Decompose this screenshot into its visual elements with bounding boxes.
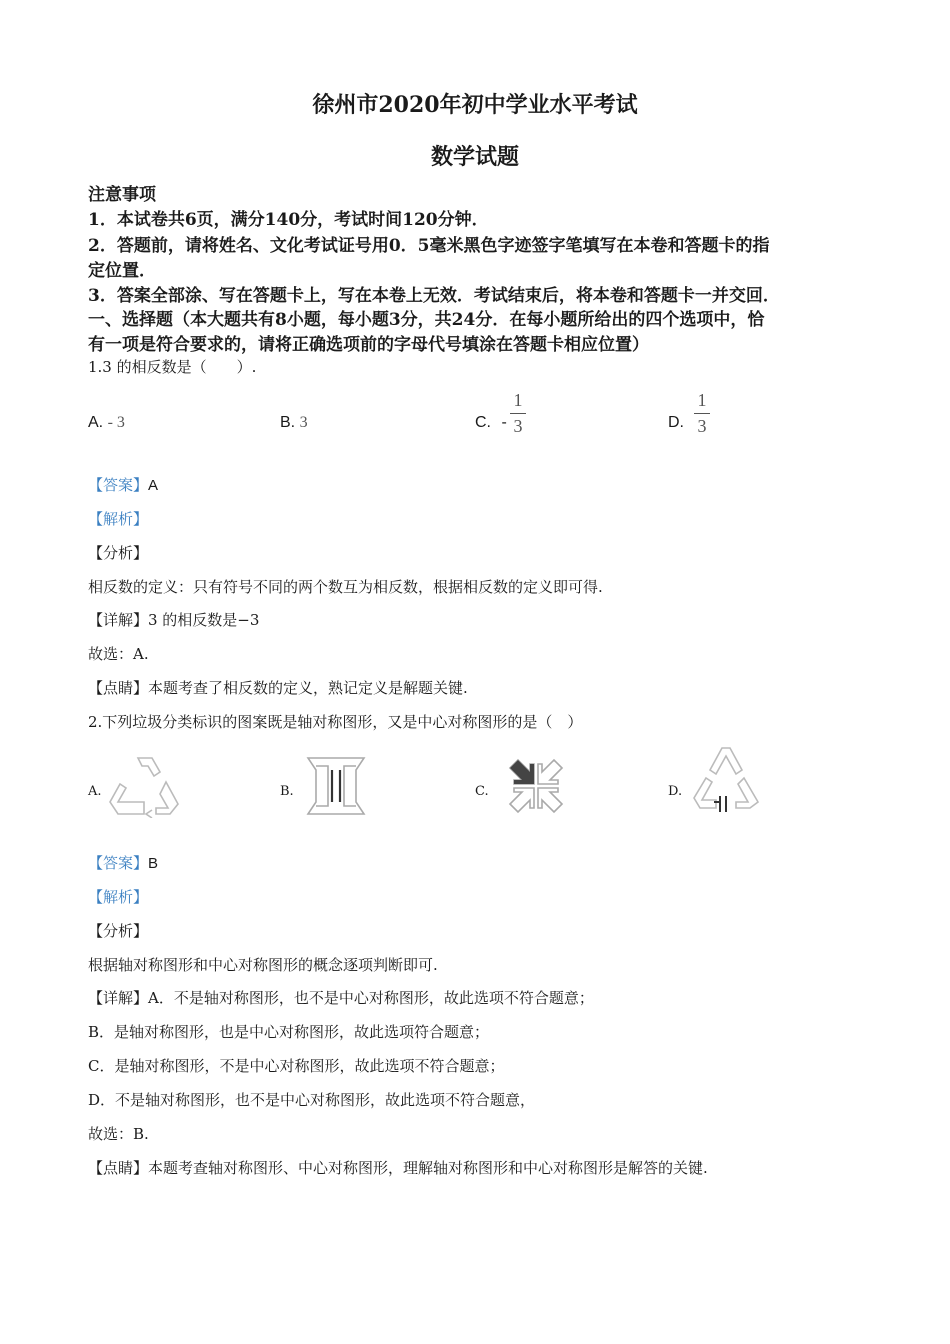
section-heading-line-1: 一、选择题（本大题共有8小题，每小题3分，共24分．在每小题所给出的四个选项中，恰 (88, 310, 765, 330)
q1-option-c-fraction (510, 390, 526, 437)
notes-item-3: 3．答案全部涂、写在答题卡上，写在本卷上无效．考试结束后，将本卷和答题卡一并交回． (88, 286, 780, 306)
recycle-triangle-icon-a (108, 752, 182, 818)
option-label: C. (475, 414, 491, 431)
q1-comment: 【点睛】本题考查了相反数的定义，熟记定义是解题关键. (88, 679, 468, 697)
q2-answer-line (88, 852, 158, 873)
fraction-bar (694, 413, 710, 414)
option-label: D. (668, 414, 684, 431)
q2-fenxi-text: 根据轴对称图形和中心对称图形的概念逐项判断即可. (88, 956, 438, 974)
fraction-denominator: 3 (513, 416, 523, 436)
exam-subtitle: 数学试题 (430, 144, 519, 170)
answer-tag: 【答案】 (88, 476, 149, 494)
q2-option-d-label[interactable]: D. (668, 784, 683, 799)
q1-stem: 1.3 的相反数是（ ）. (88, 358, 257, 376)
q2-analysis-tag: 【解析】 (88, 888, 149, 906)
q2-option-c-label[interactable]: C. (475, 784, 489, 799)
notes-heading: 注意事项 (88, 185, 156, 205)
q1-option-d-fraction (694, 390, 710, 437)
option-label: B. (280, 414, 296, 431)
option-sign: - (501, 414, 507, 431)
q2-option-b-label[interactable]: B. (280, 784, 294, 799)
q2-detail-b: B．是轴对称图形，也是中心对称图形，故此选项符合题意； (88, 1023, 490, 1041)
q2-detail-d: D．不是轴对称图形，也不是中心对称图形，故此选项不符合题意， (88, 1091, 536, 1109)
notes-item-1: 1．本试卷共6页，满分140分，考试时间120分钟． (88, 210, 489, 230)
q2-choose: 故选：B. (88, 1125, 149, 1143)
q1-option-a[interactable] (88, 414, 125, 432)
notes-item-2-line-1: 2．答题前，请将姓名、文化考试证号用0．5毫米黑色字迹签字笔填写在本卷和答题卡的指 (88, 236, 770, 256)
recycle-arrows-icon-c (504, 754, 568, 818)
q1-option-d[interactable] (668, 414, 684, 432)
q1-option-c[interactable] (475, 414, 507, 432)
fraction-numerator: 1 (513, 390, 523, 410)
section-heading-line-2: 有一项是符合要求的，请将正确选项前的字母代号填涂在答题卡相应位置） (88, 335, 649, 355)
fraction-numerator: 1 (697, 390, 707, 410)
q1-fenxi-text: 相反数的定义：只有符号不同的两个数互为相反数，根据相反数的定义即可得. (88, 578, 603, 596)
q2-option-a-label[interactable]: A. (88, 784, 102, 799)
q2-comment: 【点睛】本题考查轴对称图形、中心对称图形，理解轴对称图形和中心对称图形是解答的关键. (88, 1159, 708, 1177)
q2-stem: 2.下列垃圾分类标识的图案既是轴对称图形，又是中心对称图形的是（ ） (88, 713, 583, 731)
fraction-denominator: 3 (697, 416, 707, 436)
option-value: 3 (299, 414, 308, 431)
q1-choose: 故选：A. (88, 645, 149, 663)
q1-analysis-tag: 【解析】 (88, 510, 149, 528)
exam-title: 徐州市2020年初中学业水平考试 (312, 92, 638, 118)
q1-fenxi-tag: 【分析】 (88, 544, 149, 562)
option-label: A. (88, 414, 104, 431)
answer-value: A (148, 477, 159, 494)
fraction-bar (510, 413, 526, 414)
q1-answer-line (88, 474, 158, 495)
option-value: - 3 (107, 414, 125, 431)
q2-fenxi-tag: 【分析】 (88, 922, 149, 940)
answer-value: B (148, 855, 159, 872)
notes-item-2-line-2: 定位置． (88, 261, 156, 281)
recycle-hourglass-icon-b (304, 752, 368, 820)
q2-detail-a: 【详解】A．不是轴对称图形，也不是中心对称图形，故此选项不符合题意； (88, 989, 594, 1007)
q1-option-b[interactable] (280, 414, 308, 432)
recycle-triangle-icon-d (692, 744, 760, 816)
q2-detail-c: C．是轴对称图形，不是中心对称图形，故此选项不符合题意； (88, 1057, 505, 1075)
q1-detail: 【详解】3 的相反数是−3 (88, 611, 260, 629)
answer-tag: 【答案】 (88, 854, 149, 872)
